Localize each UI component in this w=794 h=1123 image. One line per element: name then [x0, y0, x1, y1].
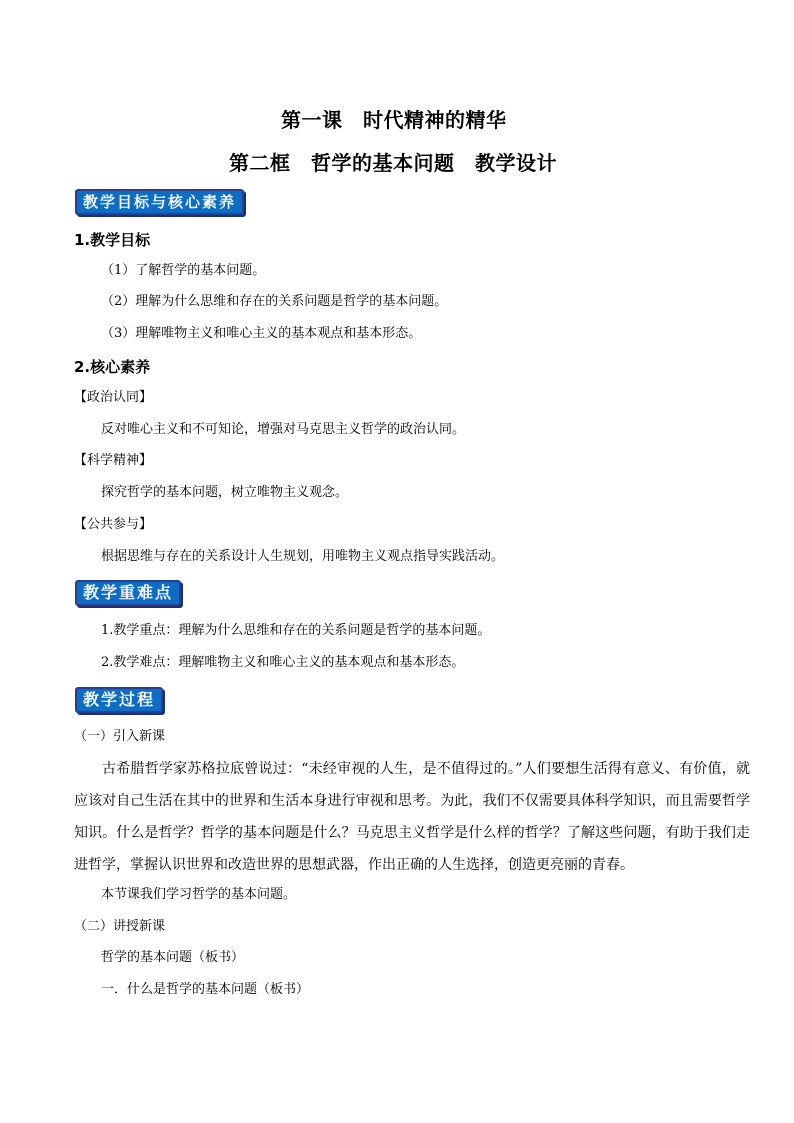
- difficult-point: 2.教学难点：理解唯物主义和唯心主义的基本观点和基本形态。: [101, 655, 465, 670]
- page-subtitle: 第二框 哲学的基本问题 教学设计: [229, 151, 557, 175]
- intro-paragraph: 古希腊哲学家苏格拉底曾说过：“未经审视的人生，是不值得过的。”人们要想生活得有意义、有价值，就应该对自己生活在其中的世界和生活本身进行审视和思考。为此，我们不仅需要具体科学知识，而且需要哲学知识。什么是哲学？哲学的基本问题是什么？马克思主义哲学是什么样的哲学？了解这些问题，有助于我们走进哲学，掌握认识世界和改造世界的思想武器，作出正确的人生选择，创造更亮丽的青春。: [74, 761, 750, 873]
- goal-item: （3）理解唯物主义和唯心主义的基本观点和基本形态。: [101, 326, 422, 341]
- literacy-text-political: 反对唯心主义和不可知论，增强对马克思主义哲学的政治认同。: [101, 422, 466, 437]
- teaching-goals-heading: 1.教学目标: [74, 231, 151, 249]
- literacy-text-science: 探究哲学的基本问题，树立唯物主义观念。: [101, 485, 349, 500]
- section-badge-objectives: 教学目标与核心素养: [75, 189, 244, 215]
- literacy-label-public: 【公共参与】: [74, 517, 153, 532]
- goal-item: （2）理解为什么思维和存在的关系问题是哲学的基本问题。: [101, 294, 448, 309]
- goal-item: （1）了解哲学的基本问题。: [101, 263, 266, 278]
- section-badge-key-points: 教学重难点: [75, 580, 181, 606]
- literacy-text-public: 根据思维与存在的关系设计人生规划，用唯物主义观点指导实践活动。: [101, 549, 505, 564]
- intro-closing: 本节课我们学习哲学的基本问题。: [101, 887, 297, 902]
- section-badge-process: 教学过程: [75, 687, 163, 713]
- board-title: 哲学的基本问题（板书）: [101, 950, 245, 965]
- core-literacy-heading: 2.核心素养: [74, 358, 151, 376]
- part2-heading: （二）讲授新课: [74, 919, 166, 934]
- literacy-label-political: 【政治认同】: [74, 390, 153, 405]
- page-title: 第一课 时代精神的精华: [281, 108, 507, 132]
- key-point: 1.教学重点：理解为什么思维和存在的关系问题是哲学的基本问题。: [101, 623, 491, 638]
- literacy-label-science: 【科学精神】: [74, 453, 153, 468]
- part1-heading: （一）引入新课: [74, 729, 166, 744]
- board-item: 一．什么是哲学的基本问题（板书）: [101, 982, 310, 997]
